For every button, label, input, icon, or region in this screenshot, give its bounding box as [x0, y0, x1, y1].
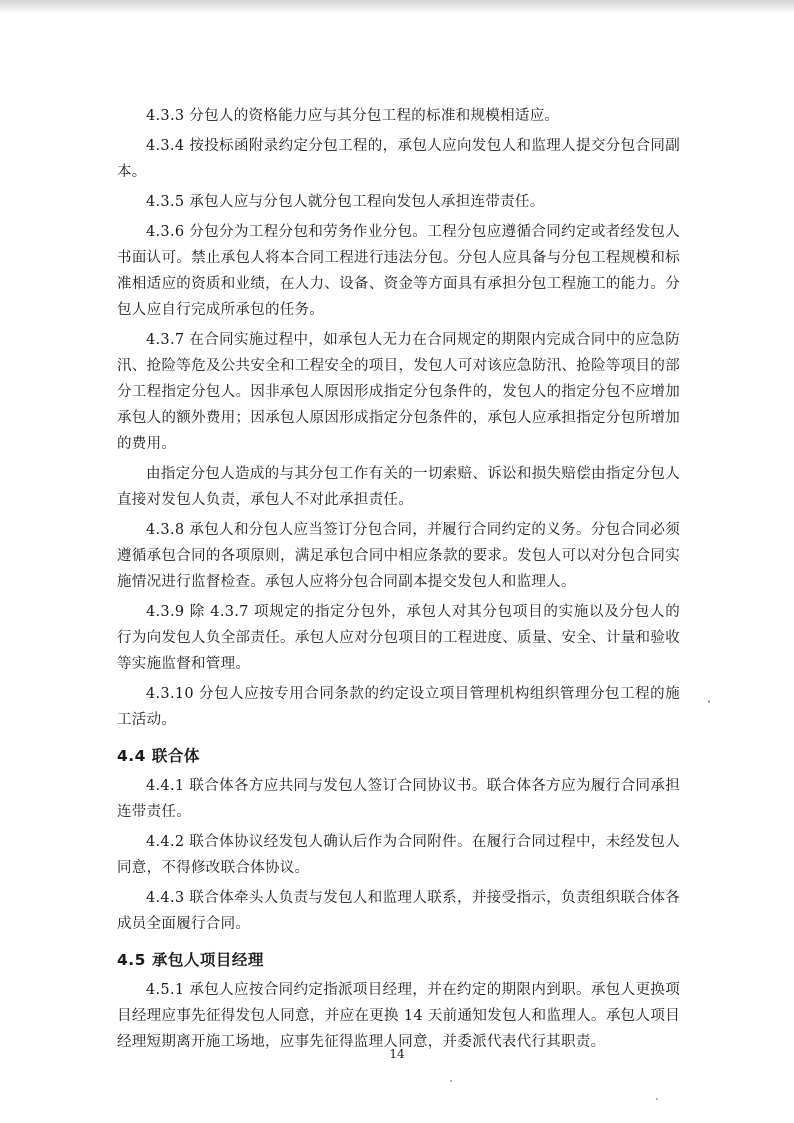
scan-speck — [656, 1098, 658, 1100]
clause-4-3-8: 4.3.8 承包人和分包人应当签订分包合同，并履行合同约定的义务。分包合同必须遵循承包合同的各项原则，满足承包合同中相应条款的要求。发包人可以对分包合同实施情况进行监督检查。承包人应将分包合同副本提交发包人和监理人。 — [117, 522, 680, 590]
scan-speck — [708, 700, 710, 703]
clause-4-4-2: 4.4.2 联合体协议经发包人确认后作为合同附件。在履行合同过程中，未经发包人同意，不得修改联合体协议。 — [117, 834, 680, 876]
clause-4-3-4: 4.3.4 按投标函附录约定分包工程的，承包人应向发包人和监理人提交分包合同副本。 — [117, 138, 680, 180]
document-body — [117, 103, 680, 1055]
section-4-5-heading: 4.5 承包人项目经理 — [117, 951, 264, 969]
clause-4-3-5: 4.3.5 承包人应与分包人就分包工程向发包人承担连带责任。 — [146, 194, 545, 210]
page-number: 14 — [389, 1047, 405, 1061]
clause-4-5-1: 4.5.1 承包人应按合同约定指派项目经理，并在约定的期限内到职。承包人更换项目经理应事先征得发包人同意，并应在更换 14 天前通知发包人和监理人。承包人项目经理短期离开施工场地，应事先征得监理人同意，并委派代表代行其职责。 — [117, 982, 680, 1050]
clause-4-4-1: 4.4.1 联合体各方应共同与发包人签订合同协议书。联合体各方应为履行合同承担连带责任。 — [117, 778, 680, 820]
scan-top-border — [0, 0, 794, 14]
clause-4-3-6: 4.3.6 分包分为工程分包和劳务作业分包。工程分包应遵循合同约定或者经发包人书面认可。禁止承包人将本合同工程进行违法分包。分包人应具备与分包工程规模和标准相适应的资质和业绩，在人力、设备、资金等方面具有承担分包工程施工的能力。分包人应自行完成所承包的任务。 — [117, 224, 680, 318]
clause-4-3-7: 4.3.7 在合同实施过程中，如承包人无力在合同规定的期限内完成合同中的应急防汛、抢险等危及公共安全和工程安全的项目，发包人可对该应急防汛、抢险等项目的部分工程指定分包人。因非承包人原因形成指定分包条件的，发包人的指定分包不应增加承包人的额外费用；因承包人原因形成指定分包条件的，承包人应承担指定分包所增加的费用。 — [117, 332, 680, 452]
clause-4-3-10: 4.3.10 分包人应按专用合同条款的约定设立项目管理机构组织管理分包工程的施工活动。 — [117, 686, 680, 728]
clause-4-4-3: 4.4.3 联合体牵头人负责与发包人和监理人联系，并接受指示，负责组织联合体各成员全面履行合同。 — [117, 890, 680, 932]
clause-4-3-9: 4.3.9 除 4.3.7 项规定的指定分包外，承包人对其分包项目的实施以及分包人的行为向发包人负全部责任。承包人应对分包项目的工程进度、质量、安全、计量和验收等实施监督和管理。 — [117, 604, 680, 672]
section-4-4-heading: 4.4 联合体 — [117, 747, 200, 765]
scan-speck — [450, 1080, 452, 1082]
clause-4-3-7-continuation: 由指定分包人造成的与其分包工作有关的一切索赔、诉讼和损失赔偿由指定分包人直接对发包人负责，承包人不对此承担责任。 — [117, 466, 680, 508]
clause-4-3-3: 4.3.3 分包人的资格能力应与其分包工程的标准和规模相适应。 — [146, 108, 560, 124]
